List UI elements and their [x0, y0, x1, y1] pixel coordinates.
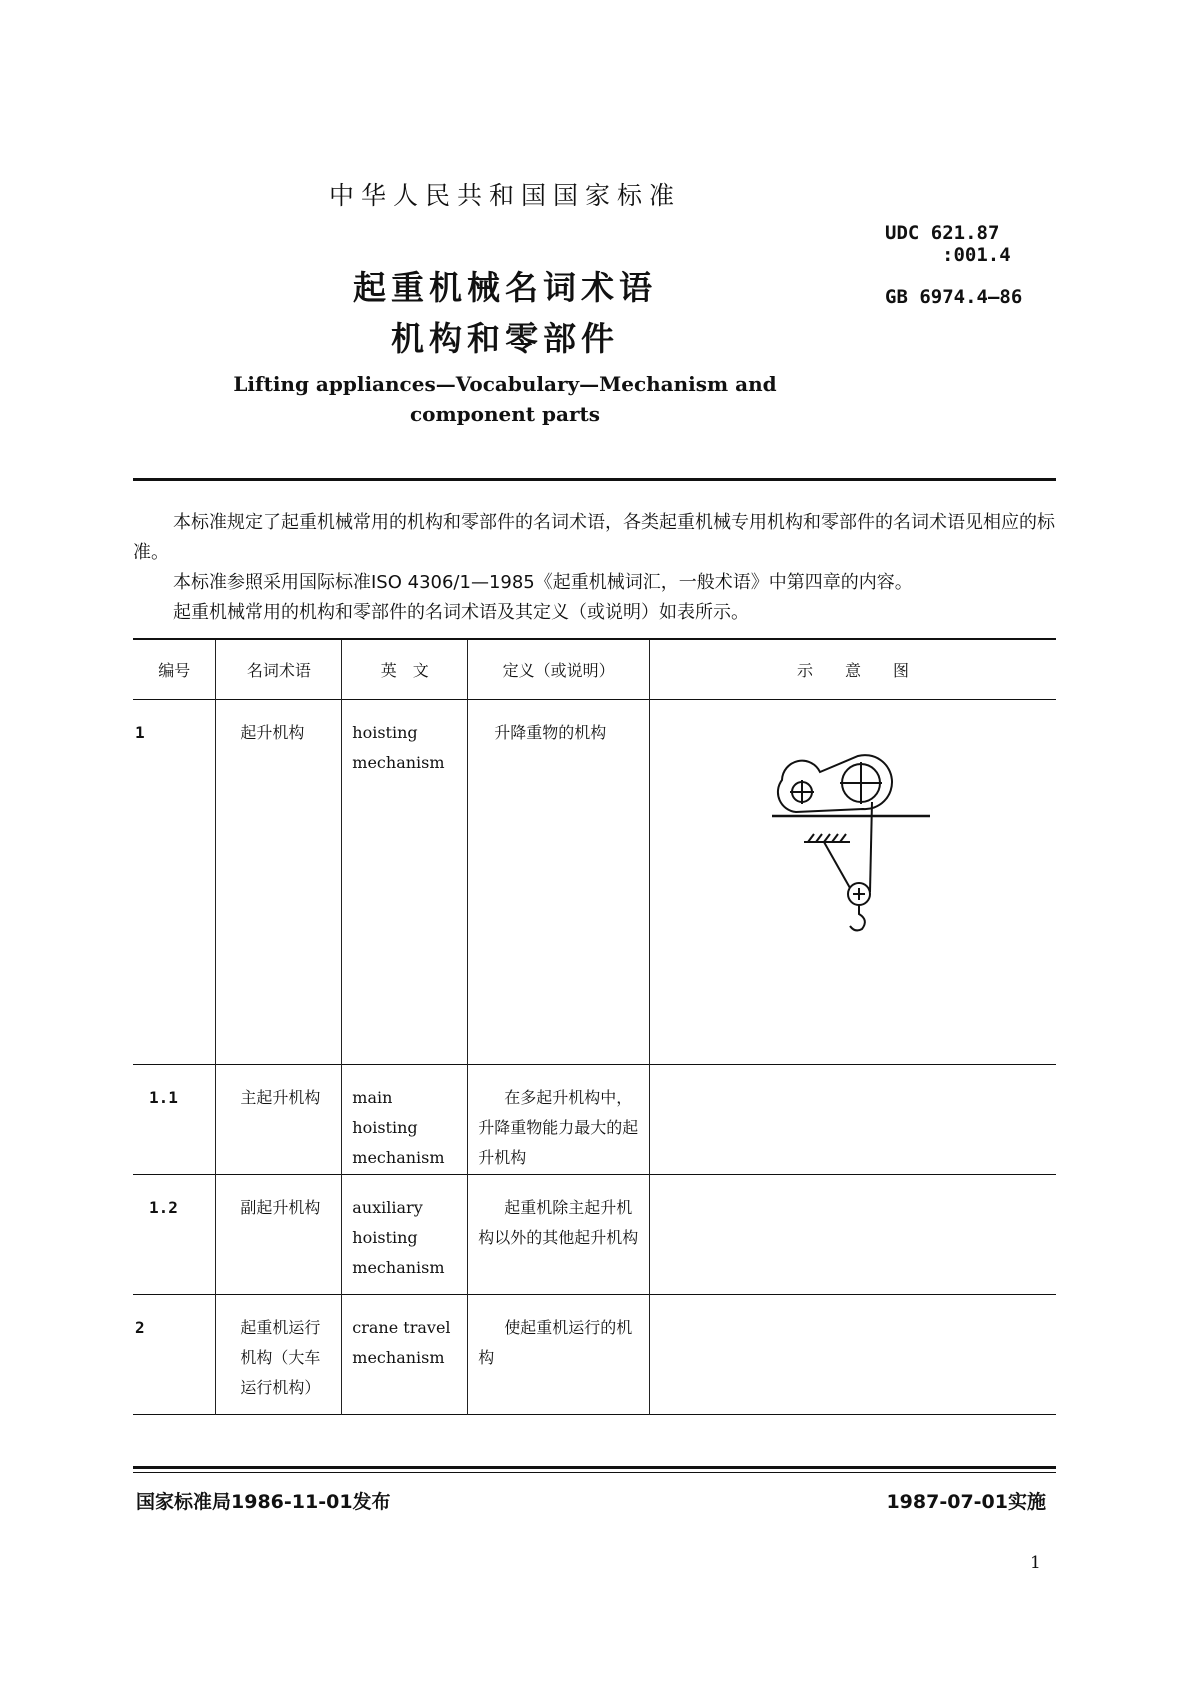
row-english — [342, 1065, 467, 1173]
row-number: 1.1 — [149, 1087, 178, 1107]
title-en-line-2: component parts — [410, 402, 600, 426]
row-english — [342, 700, 467, 778]
table-row — [133, 699, 1056, 1064]
udc-line-1: UDC 621.87 — [885, 222, 1000, 244]
footer-divider-thick — [133, 1466, 1056, 1469]
row-term: 起重机运行机构（大车运行机构） — [240, 1317, 321, 1397]
row-english-line-3: mechanism — [352, 1257, 445, 1277]
row-english — [342, 1175, 467, 1283]
hook-icon — [848, 883, 870, 930]
published-by: 国家标准局1986-11-01发布 — [136, 1491, 391, 1513]
title-en-line-1: Lifting appliances—Vocabulary—Mechanism and — [233, 372, 777, 396]
table-row — [133, 1294, 1056, 1414]
row-english-line-2: mechanism — [352, 1347, 445, 1367]
row-term: 起升机构 — [240, 722, 305, 742]
row-english-line-1: auxiliary — [352, 1197, 423, 1217]
table-header-row — [133, 639, 1056, 699]
fixed-support-icon — [804, 834, 850, 842]
row-english-line-1: hoisting — [352, 722, 418, 742]
row-number: 1.2 — [149, 1197, 178, 1217]
terms-table — [133, 638, 1056, 1415]
national-standard-heading: 中华人民共和国国家标准 — [328, 181, 681, 210]
row-definition: 起重机除主起升机构以外的其他起升机构 — [478, 1197, 639, 1247]
row-english-line-1: crane travel — [352, 1317, 451, 1337]
row-english-line-2: mechanism — [352, 1147, 445, 1167]
row-term: 副起升机构 — [240, 1197, 321, 1217]
row-number: 2 — [135, 1317, 145, 1337]
effective-date: 1987-07-01实施 — [886, 1491, 1046, 1513]
col-header-number: 编号 — [158, 660, 191, 680]
title-cn-line-1: 起重机械名词术语 — [353, 268, 657, 307]
row-definition: 在多起升机构中，升降重物能力最大的起升机构 — [478, 1087, 639, 1167]
hoist-drum-icon — [778, 755, 892, 812]
table-row — [133, 1174, 1056, 1294]
intro-paragraph-2: 本标准参照采用国际标准ISO 4306/1—1985《起重机械词汇，一般术语》中第四章的内容。 — [173, 572, 913, 593]
title-cn-line-2: 机构和零部件 — [391, 319, 619, 358]
col-header-definition: 定义（或说明） — [468, 639, 650, 699]
row-english-line-1: main hoisting — [352, 1087, 418, 1137]
row-english-line-2: hoisting — [352, 1227, 418, 1247]
page-number: 1 — [1030, 1553, 1041, 1573]
col-header-english: 英 文 — [342, 639, 468, 699]
row-english — [342, 1295, 467, 1373]
row-term: 主起升机构 — [240, 1087, 321, 1107]
row-definition: 使起重机运行的机构 — [478, 1317, 633, 1367]
gb-code: GB 6974.4—86 — [885, 286, 1023, 308]
intro-paragraph-1: 本标准规定了起重机械常用的机构和零部件的名词术语，各类起重机械专用机构和零部件的名词术语见相应的标准。 — [133, 512, 1055, 563]
intro-paragraph-3: 起重机械常用的机构和零部件的名词术语及其定义（或说明）如表所示。 — [173, 602, 749, 623]
udc-line-2: :001.4 — [942, 244, 1011, 266]
row-english-line-2: mechanism — [352, 752, 445, 772]
row-number: 1 — [135, 722, 145, 742]
table-row — [133, 1064, 1056, 1174]
header-divider — [133, 478, 1056, 481]
hoisting-mechanism-diagram — [650, 700, 1056, 1060]
footer-divider-thin — [133, 1472, 1056, 1473]
udc-code — [885, 222, 1011, 266]
col-header-term: 名词术语 — [216, 639, 342, 699]
row-definition: 升降重物的机构 — [494, 722, 607, 742]
col-header-diagram: 示 意 图 — [649, 639, 1056, 699]
